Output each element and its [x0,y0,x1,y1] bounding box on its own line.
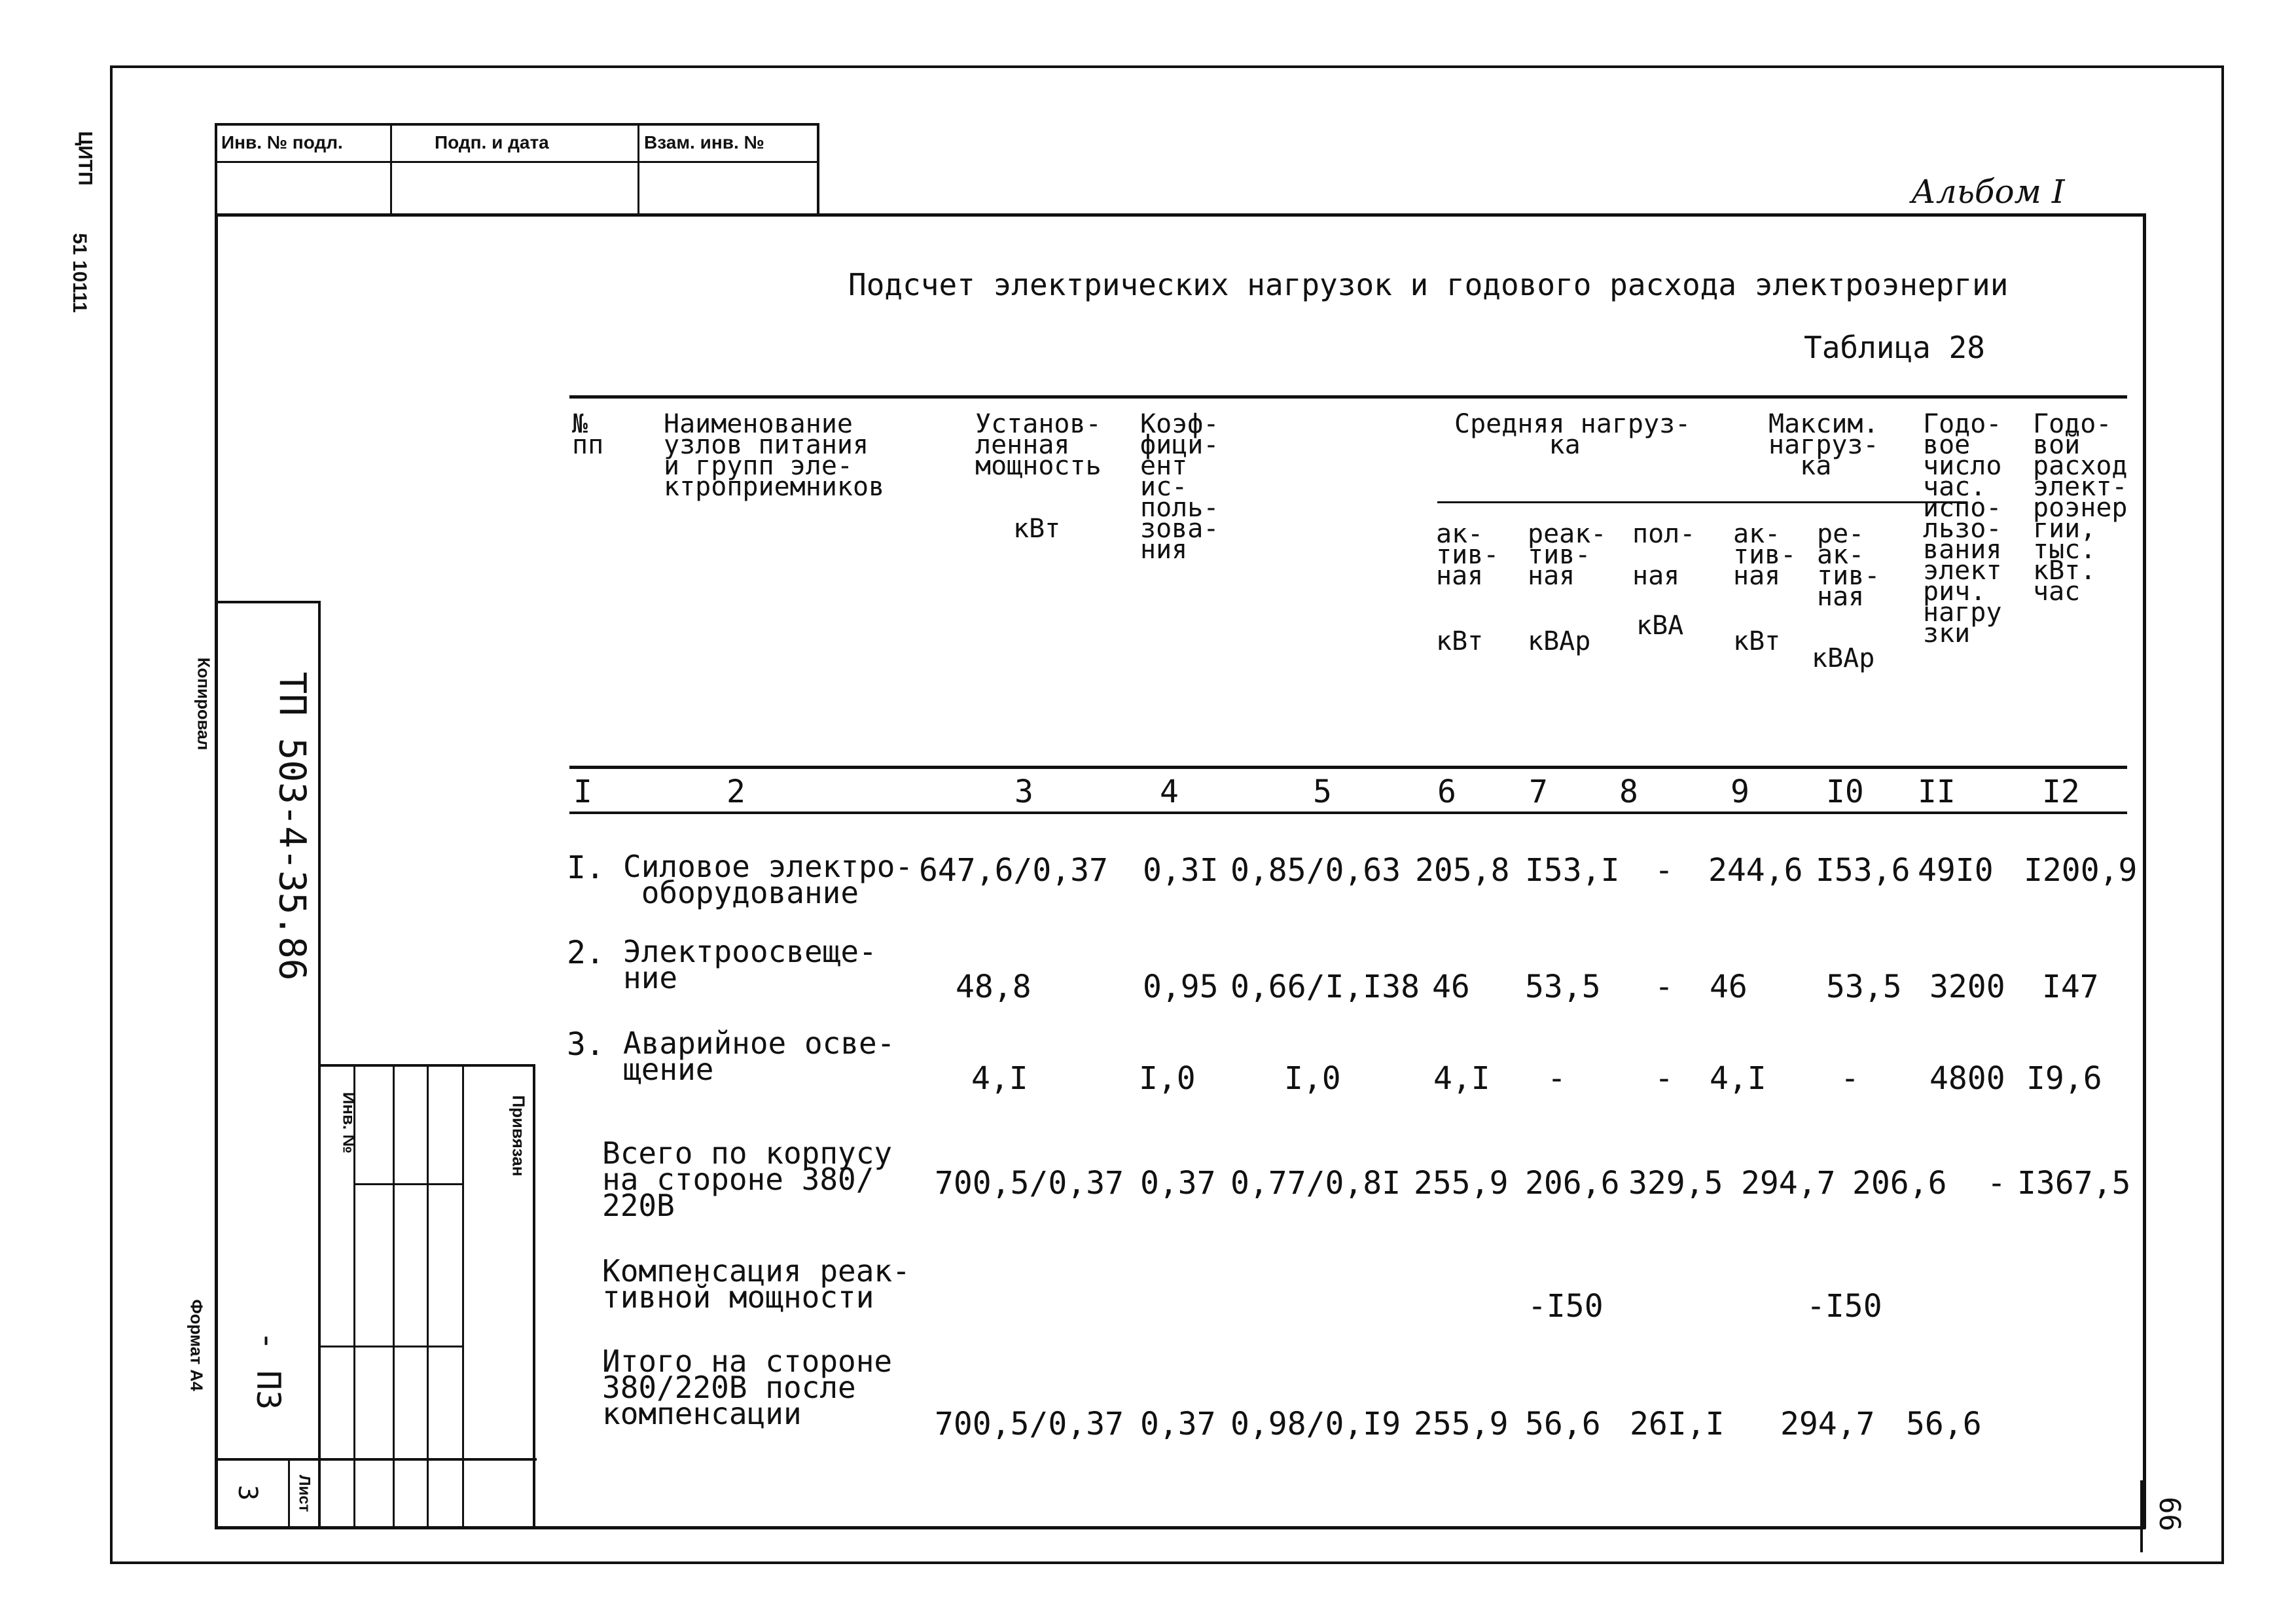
colnum-8: 8 [1619,774,1638,810]
row2-c11: 3200 [1929,969,2005,1005]
colnum-12: I2 [2042,774,2080,810]
header-coef: Коэф- фици- ент ис- поль- зова- ния [1140,409,1219,565]
inner-frame-right [2143,213,2146,1529]
row4-c12: I367,5 [2017,1165,2131,1202]
row4-c6: 255,9 [1414,1165,1509,1202]
header-c8: пол- ная [1632,519,1696,591]
doc-code: ТП 503-4-35.86 [270,671,314,981]
row2-c9: 46 [1710,969,1748,1005]
header-c12: Годо- вой расход элект- роэнер гии, тыс. кВт. час [2033,409,2128,607]
colnum-1: I [573,774,592,810]
header-installed: Установ- ленная мощность [975,409,1102,481]
row1-c12: I200,9 [2024,852,2138,889]
header-max-load: Максим. нагруз- ка [1768,409,1879,481]
row1-c3: 647,6/0,37 [919,852,1108,889]
row6-c8: 26I,I [1630,1406,1725,1442]
document-title: Подсчет электрических нагрузок и годового расхода электроэнергии [848,267,2009,302]
row5-name: Компенсация реак- тивной мощности [602,1253,910,1315]
row2-c12: I47 [2042,969,2099,1005]
colnum-3: 3 [1014,774,1033,810]
stamp-mid-line [215,161,818,163]
row3-c3: 4,I [971,1060,1028,1097]
table-top-rule [569,395,2127,399]
bind-inv-label: Инв. № [339,1092,359,1154]
colnum-11: II [1918,774,1956,810]
row4-c10: 206,6 [1852,1165,1947,1202]
row3-name: Аварийное осве- щение [623,1026,895,1087]
row6-c6: 255,9 [1414,1406,1509,1442]
stamp-replace-inv: Взам. инв. № [644,132,764,152]
inner-frame-top [215,213,2145,217]
row4-name: Всего по корпусу на стороне 380/ 220В [602,1135,893,1223]
row2-c6: 46 [1432,969,1470,1005]
table-header-rule [569,766,2127,769]
row6-c4: 0,37 [1140,1406,1216,1442]
row1-c4: 0,3I [1143,852,1219,889]
row4-c4: 0,37 [1140,1165,1216,1202]
row3-c10: - [1840,1060,1859,1097]
stamp-div1 [390,123,392,215]
row5-c7: -I50 [1528,1288,1604,1325]
row6-name: Итого на стороне 380/220В после компенсации [602,1344,893,1431]
row2-c7: 53,5 [1525,969,1601,1005]
colnum-7: 7 [1529,774,1548,810]
colnum-4: 4 [1160,774,1179,810]
colnum-5: 5 [1313,774,1332,810]
stamp-signature-date: Подп. и дата [435,132,549,152]
row2-c3: 48,8 [956,969,1031,1005]
row5-c10: -I50 [1806,1288,1882,1325]
org-number: 51 10111 [68,233,90,313]
row1-c10: I53,6 [1816,852,1910,889]
row4-c3: 700,5/0,37 [935,1165,1124,1202]
table-colnum-rule [569,812,2127,814]
row3-c6: 4,I [1433,1060,1490,1097]
row4-c9: 294,7 [1741,1165,1836,1202]
stamp-inv-no: Инв. № подл. [221,132,343,152]
header-name: Наименование узлов питания и групп эле- ктроприемников [664,409,885,502]
row6-c3: 700,5/0,37 [935,1406,1124,1442]
colnum-9: 9 [1731,774,1749,810]
stamp-top-line [215,123,818,126]
outer-frame-top [110,65,2224,68]
colnum-10: I0 [1826,774,1864,810]
row4-c11: - [1987,1165,2006,1202]
row3-num: 3. [567,1026,605,1063]
row2-c4: 0,95 [1143,969,1219,1005]
row1-c6: 205,8 [1415,852,1510,889]
stamp-div2 [637,123,639,215]
row2-c10: 53,5 [1826,969,1902,1005]
row2-name: Электроосвеще- ние [623,934,877,995]
sheet-number: 3 [232,1484,263,1501]
outer-frame-right [2221,65,2224,1564]
row4-c7: 206,6 [1525,1165,1620,1202]
stamp-left [215,123,217,215]
row3-c7: - [1547,1060,1566,1097]
bind-top [318,1064,534,1067]
format-label: Формат А4 [187,1299,207,1391]
row4-c8: 329,5 [1628,1165,1723,1202]
row6-c10: 56,6 [1906,1406,1982,1442]
row6-c9: 294,7 [1780,1406,1875,1442]
row1-name: Силовое электро- оборудование [623,849,914,910]
row2-c5: 0,66/I,I38 [1230,969,1420,1005]
row6-c7: 56,6 [1525,1406,1601,1442]
bind-h3 [321,1458,462,1460]
row3-c11: 4800 [1929,1060,2005,1097]
row1-num: I. [567,849,605,886]
header-avg-load: Средняя нагруз- ка [1454,409,1691,460]
bind-h2 [321,1346,462,1347]
bind-v4 [462,1064,464,1529]
header-c6-unit: кВт [1436,626,1484,656]
inner-frame-bottom [215,1526,2145,1529]
row2-c8: - [1655,969,1674,1005]
pageno-box-left [2140,1480,2143,1552]
row6-c5: 0,98/0,I9 [1230,1406,1401,1442]
sheet-label: Лист [295,1474,314,1512]
header-num: № пп [572,409,604,460]
table-group-rule [1437,501,1967,503]
row3-c4: I,0 [1139,1060,1196,1097]
bind-h1 [353,1183,462,1185]
inner-frame-left [215,213,218,1529]
outer-frame-left [110,65,113,1564]
header-c7: реак- тив- ная [1528,519,1607,591]
org-code: ЦИТП [74,131,96,186]
header-installed-unit: кВт [1013,514,1061,544]
sheet-box-div [288,1458,290,1527]
doc-section: - ПЗ [249,1330,288,1410]
bind-bound-label: Привязан [509,1095,529,1177]
row3-c5: I,0 [1284,1060,1341,1097]
colnum-2: 2 [726,774,745,810]
header-c11: Годо- вое число час. испо- льзо- вания элект рич. нагру зки [1923,409,2002,649]
row1-c9: 244,6 [1708,852,1803,889]
row3-c12: I9,6 [2026,1060,2102,1097]
row2-num: 2. [567,935,605,971]
copied-label: Копировал [194,657,214,751]
row3-c9: 4,I [1710,1060,1767,1097]
stamp-right [817,123,819,215]
row1-c8: - [1655,852,1674,889]
header-c8-unit: кВА [1636,611,1684,641]
row3-c8: - [1655,1060,1674,1097]
row1-c11: 49I0 [1918,852,1994,889]
header-c6: ак- тив- ная [1436,519,1499,591]
header-c10: ре- ак- тив- ная [1817,519,1880,612]
header-c9-unit: кВт [1733,626,1781,656]
row1-c5: 0,85/0,63 [1230,852,1401,889]
row1-c7: I53,I [1525,852,1620,889]
table-label: Таблица 28 [1804,330,1985,365]
header-c9: ак- тив- ная [1733,519,1797,591]
album-label: Альбом I [1911,173,2065,211]
header-c10-unit: кВАр [1812,643,1875,673]
page-number: 66 [2152,1497,2186,1531]
header-c7-unit: кВАр [1528,626,1591,656]
tb-top [215,601,321,603]
colnum-6: 6 [1437,774,1456,810]
bind-v5 [533,1064,535,1529]
outer-frame-bottom [110,1561,2224,1564]
row4-c5: 0,77/0,8I [1230,1165,1401,1202]
